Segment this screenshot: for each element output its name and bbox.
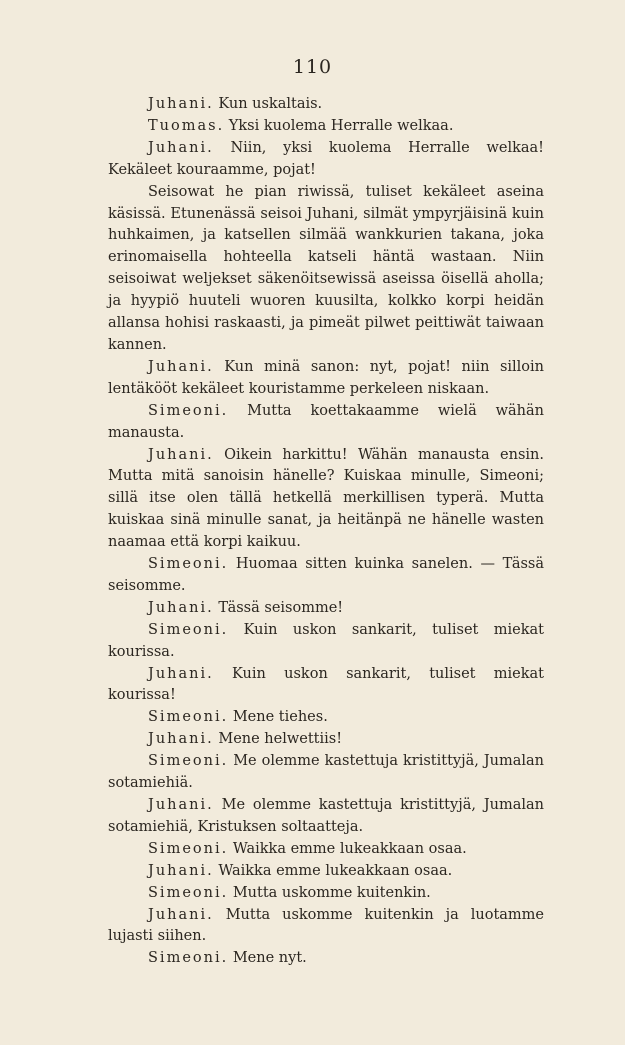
paragraph xyxy=(108,138,544,182)
speech-text: Niin, yksi kuolema Herralle welkaa! Kekäleet kouraamme, pojat! xyxy=(108,139,545,178)
paragraph xyxy=(108,94,544,116)
speaker-name: Juhani. xyxy=(148,862,214,879)
dialogue-text xyxy=(108,94,544,970)
paragraph xyxy=(108,948,544,970)
speech-text: Mene nyt. xyxy=(232,950,307,967)
paragraph xyxy=(108,707,544,729)
speaker-name: Simeoni. xyxy=(148,621,229,638)
speech-text: Kun uskaltais. xyxy=(218,96,323,112)
paragraph xyxy=(108,182,544,357)
paragraph xyxy=(108,116,544,138)
speaker-name: Juhani. xyxy=(148,96,214,112)
speaker-name: Juhani. xyxy=(148,797,214,813)
paragraph xyxy=(108,554,544,598)
speaker-name: Simeoni. xyxy=(148,884,229,901)
paragraph xyxy=(108,751,544,795)
speaker-name: Simeoni. xyxy=(148,840,229,857)
paragraph xyxy=(108,839,544,861)
speech-text: Me olemme kastettuja kristittyjä, Jumalan sotamiehiä. xyxy=(108,753,544,792)
paragraph xyxy=(108,795,544,839)
speech-text: Kuin uskon sankarit, tuliset miekat kourissa! xyxy=(108,665,545,704)
speaker-name: Juhani. xyxy=(148,446,214,463)
paragraph xyxy=(108,861,544,883)
paragraph xyxy=(108,357,544,401)
paragraph xyxy=(108,598,544,620)
paragraph xyxy=(108,905,544,949)
speaker-name: Juhani. xyxy=(148,358,214,375)
speech-text: Yksi kuolema Herralle welkaa. xyxy=(228,117,454,134)
speaker-name: Juhani. xyxy=(148,599,214,616)
speech-text: Mene tiehes. xyxy=(232,709,328,726)
speech-text: Kuin uskon sankarit, tuliset miekat kourissa. xyxy=(108,621,544,660)
speaker-name: Simeoni. xyxy=(148,950,229,967)
speech-text: Mutta koettakaamme wielä wähän manausta. xyxy=(108,402,545,441)
speaker-name: Juhani. xyxy=(148,906,214,923)
speech-text: Tässä seisomme! xyxy=(218,599,344,616)
speaker-name: Simeoni. xyxy=(148,556,229,573)
speech-text: Oikein harkittu! Wähän manausta ensin. Mutta mitä sanoisin hänelle? Kuiskaa minulle, Simeoni; sillä itse olen tällä hetkellä merkillisen typerä. Mutta kuiskaa sinä minulle sanat, ja heitänpä ne hänelle wasten naamaa että korpi kaikuu. xyxy=(108,446,545,551)
paragraph xyxy=(108,883,544,905)
speech-text: Mutta uskomme kuitenkin. xyxy=(232,884,431,901)
speaker-name: Simeoni. xyxy=(148,753,229,770)
page-number: 110 xyxy=(292,56,333,78)
paragraph xyxy=(108,729,544,751)
paragraph xyxy=(108,401,544,445)
speaker-name: Juhani. xyxy=(148,665,214,682)
narration-text: Seisowat he pian riwissä, tuliset kekäleet aseina käsissä. Etunenässä seisoi Juhani, silmät ympyrjäisinä kuin huhkaimen, ja katsellen silmää wankkurien takana, joka erinomaisella hohteella katseli häntä wastaan. Niin seisoiwat weljekset säkenöitsewissä aseissa öisellä aholla; ja hyypiö huuteli wuoren kuusilta, kolkko korpi heidän allansa hohisi raskaasti, ja pimeät pilwet peittiwät taiwaan kannen. xyxy=(108,183,544,353)
speech-text: Waikka emme lukeakkaan osaa. xyxy=(232,840,467,857)
speaker-name: Simeoni. xyxy=(148,402,229,419)
speech-text: Waikka emme lukeakkaan osaa. xyxy=(218,862,453,879)
paragraph xyxy=(108,664,544,708)
speaker-name: Juhani. xyxy=(148,731,214,748)
paragraph xyxy=(108,620,544,664)
speech-text: Kun minä sanon: nyt, pojat! niin silloin lentäkööt kekäleet kouristamme perkeleen niskaan. xyxy=(108,358,544,397)
speech-text: Mutta uskomme kuitenkin ja luotamme lujasti siihen. xyxy=(108,906,545,945)
speaker-name: Simeoni. xyxy=(148,709,229,726)
paragraph xyxy=(108,445,544,555)
speech-text: Mene helwettiis! xyxy=(218,731,343,748)
speech-text: Huomaa sitten kuinka sanelen. — Tässä seisomme. xyxy=(108,556,544,594)
speaker-name: Tuomas. xyxy=(148,117,225,134)
speech-text: Me olemme kastettuja kristittyjä, Jumalan sotamiehiä, Kristuksen soltaatteja. xyxy=(108,797,544,835)
speaker-name: Juhani. xyxy=(148,139,214,156)
